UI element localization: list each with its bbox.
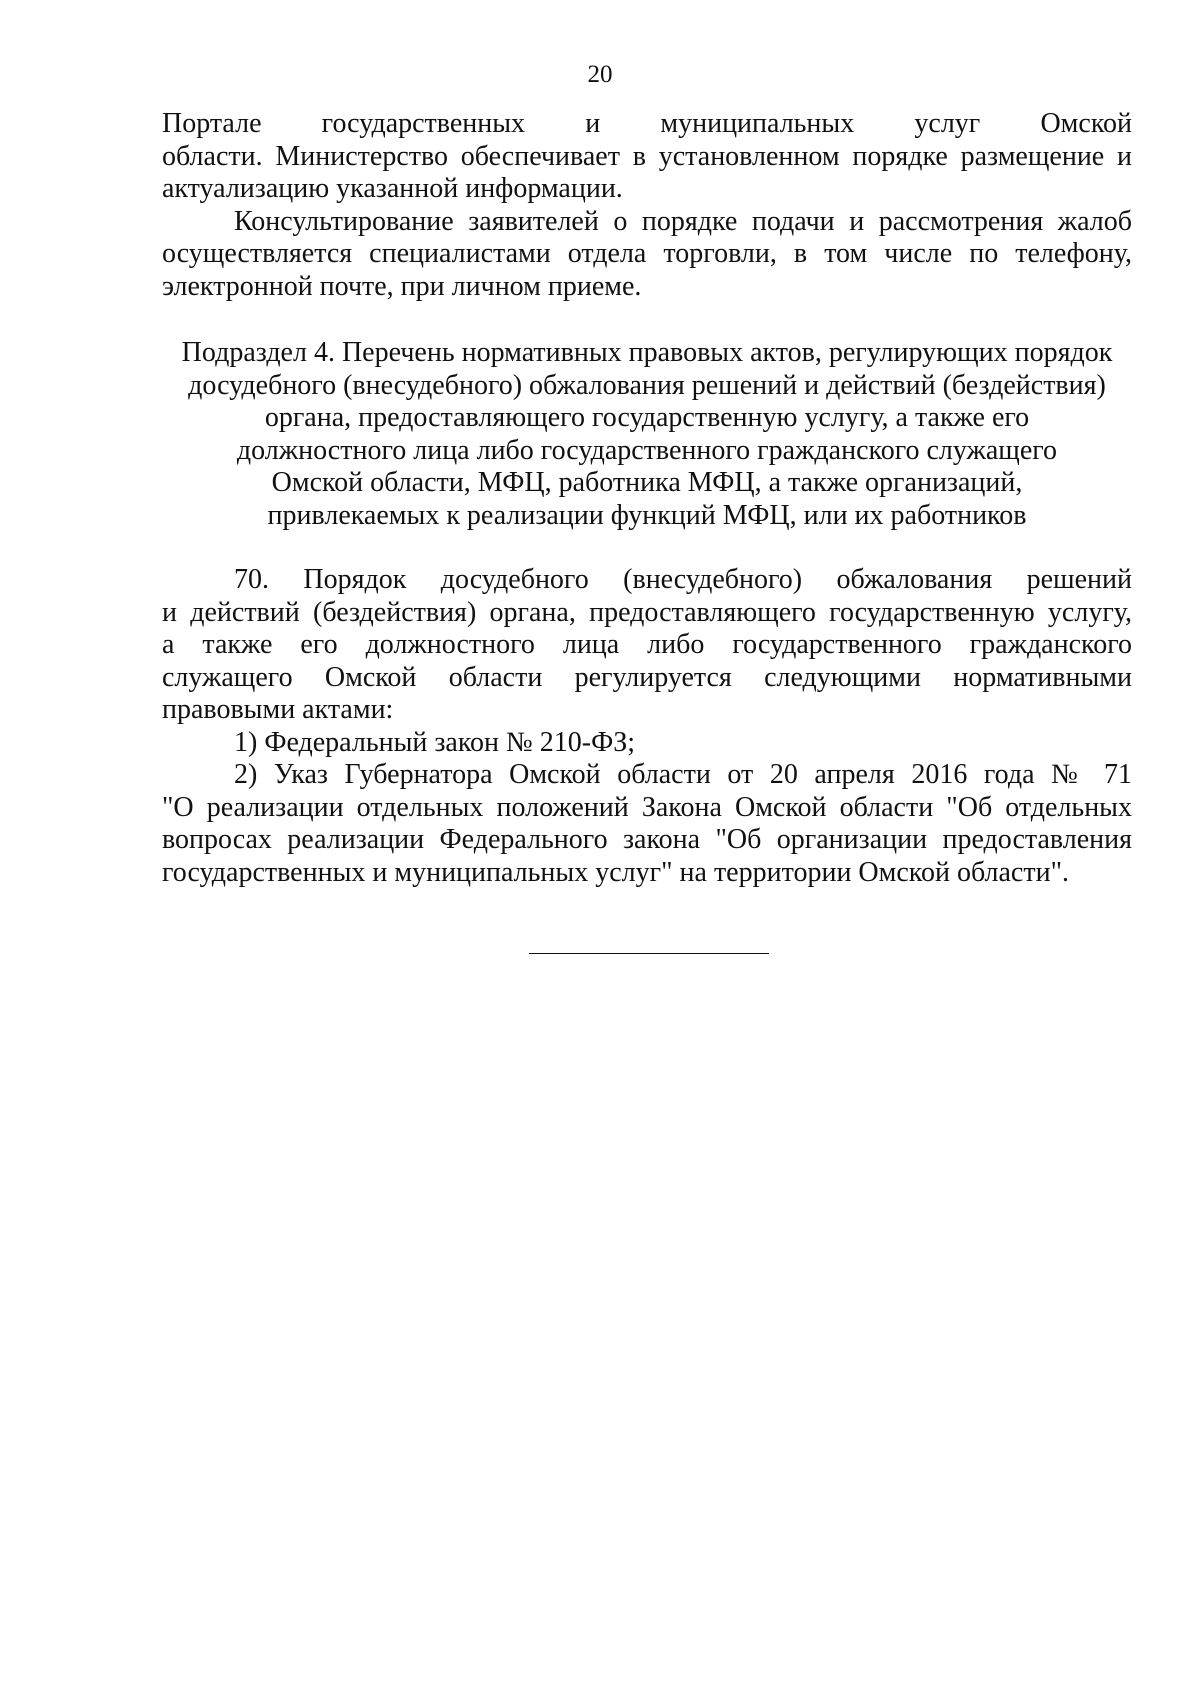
text-line: служащего Омской области регулируется следующими нормативными [162,661,1132,693]
text-line: 2) Указ Губернатора Омской области от 20 апреля 2016 года № 71 [234,759,1132,790]
subsection-title [162,337,1132,532]
subsection-title-line: органа, предоставляющего государственную услугу, а также его [264,402,1030,433]
text-line: Портале государственных и муниципальных услуг Омской [162,108,1132,139]
text-line: государственных и муниципальных услуг" на территории Омской области". [162,856,1069,888]
spacer [162,303,1132,337]
list-item-2 [162,759,1132,889]
list-item-1 [162,727,1132,760]
subsection-title-line: досудебного (внесудебного) обжалования решений и действий (бездействия) [188,369,1106,401]
subsection-title-line: привлекаемых к реализации функций МФЦ, или их работников [267,499,1027,531]
document-body [162,108,1132,889]
text-line: 70. Порядок досудебного (внесудебного) обжалования решений [234,564,1132,595]
end-divider-line [529,953,769,954]
page-number: 20 [587,61,613,88]
subsection-title-line: должностного лица либо государственного гражданского служащего [236,434,1058,466]
text-line: осуществляется специалистами отдела торговли, в том числе по телефону, [162,238,1132,269]
spacer [162,532,1132,564]
text-line: а также его должностного лица либо государственного гражданского [162,629,1132,660]
subsection-title-line: Омской области, МФЦ, работника МФЦ, а также организаций, [271,467,1023,498]
text-line: области. Министерство обеспечивает в установленном порядке размещение и [162,140,1132,172]
paragraph-portal-continuation [162,108,1132,206]
text-line: 1) Федеральный закон № 210-ФЗ; [234,726,635,758]
paragraph-item-70 [162,564,1132,727]
text-line: Консультирование заявителей о порядке подачи и рассмотрения жалоб [234,205,1132,237]
text-line: правовыми актами: [162,694,394,725]
paragraph-consulting [162,206,1132,304]
text-line: актуализацию указанной информации. [162,173,623,204]
text-line: и действий (бездействия) органа, предоставляющего государственную услугу, [162,596,1132,628]
text-line: "О реализации отдельных положений Закона Омской области "Об отдельных [162,791,1132,823]
subsection-title-line: Подраздел 4. Перечень нормативных правовых актов, регулирующих порядок [181,337,1113,368]
text-line: вопросах реализации Федерального закона "Об организации предоставления [162,824,1132,855]
text-line: электронной почте, при личном приеме. [162,270,642,302]
